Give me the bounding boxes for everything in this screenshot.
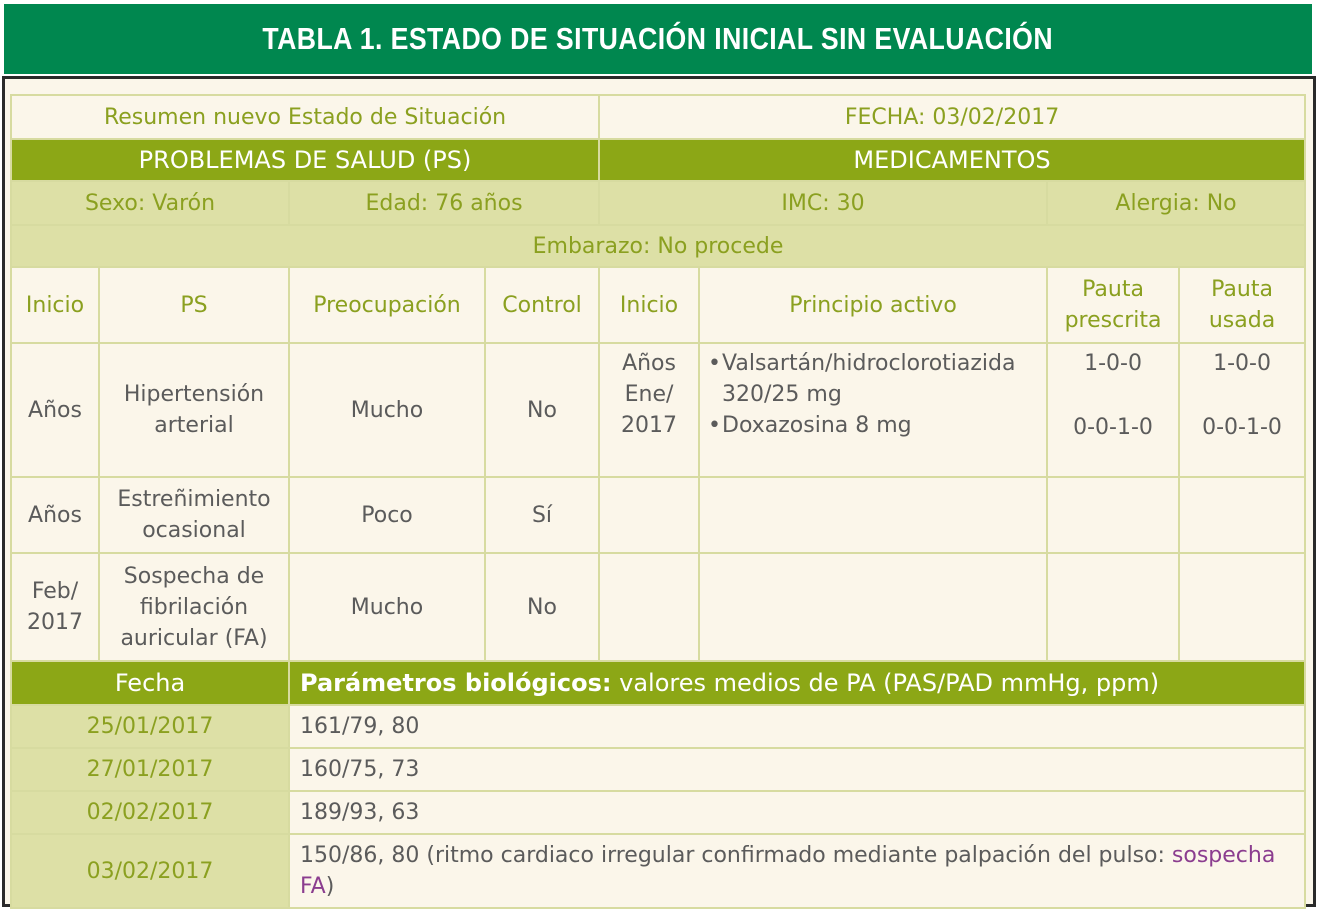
param-fecha: 03/02/2017 <box>11 834 289 908</box>
list-item: • Valsartán/hidroclorotiazida 320/25 mg <box>704 348 1042 410</box>
table-row <box>11 343 1305 477</box>
empty-cell <box>1047 553 1179 661</box>
params-header-rest: valores medios de PA (PAS/PAD mmHg, ppm) <box>611 668 1160 697</box>
pauta-prescrita-value: 1-0-0 <box>1084 351 1142 376</box>
table-row <box>11 705 1305 748</box>
ps-header: PROBLEMAS DE SALUD (PS) <box>11 139 599 181</box>
col-header-ps: PS <box>99 267 289 343</box>
table-title: TABLA 1. ESTADO DE SITUACIÓN INICIAL SIN EVALUACIÓN <box>262 21 1054 56</box>
param-fecha: 27/01/2017 <box>11 748 289 791</box>
pauta-usada-value: 1-0-0 <box>1213 351 1271 376</box>
list-item: • Doxazosina 8 mg <box>704 410 1042 441</box>
param-fecha: 25/01/2017 <box>11 705 289 748</box>
problem-inicio: Años <box>11 343 99 477</box>
alergia-cell: Alergia: No <box>1047 181 1305 225</box>
pauta-usada-cell <box>1179 343 1305 477</box>
empty-cell <box>599 553 699 661</box>
med-inicio <box>599 343 699 477</box>
col-header-principio-activo: Principio activo <box>699 267 1047 343</box>
table-row <box>11 834 1305 908</box>
empty-cell <box>699 477 1047 553</box>
param-fecha: 02/02/2017 <box>11 791 289 834</box>
pauta-usada-value: 0-0-1-0 <box>1202 415 1282 440</box>
summary-label: Resumen nuevo Estado de Situación <box>11 95 599 139</box>
empty-cell <box>699 553 1047 661</box>
param-valor: 189/93, 63 <box>289 791 1305 834</box>
col-header-preocupacion: Preocupación <box>289 267 485 343</box>
problem-preocupacion: Poco <box>289 477 485 553</box>
title-bar <box>4 4 1312 74</box>
param-valor <box>289 834 1305 908</box>
problem-control: Sí <box>485 477 599 553</box>
edad-cell: Edad: 76 años <box>289 181 599 225</box>
pauta-prescrita-cell <box>1047 343 1179 477</box>
col-header-inicio-med: Inicio <box>599 267 699 343</box>
sospecha-fa-highlight: sospecha FA <box>300 843 1276 899</box>
med-inicio-line: 2017 <box>621 413 678 438</box>
param-valor: 160/75, 73 <box>289 748 1305 791</box>
col-header-control: Control <box>485 267 599 343</box>
health-status-table <box>10 94 1306 909</box>
empty-cell <box>1179 553 1305 661</box>
principio-activo-cell <box>699 343 1047 477</box>
sexo-cell: Sexo: Varón <box>11 181 289 225</box>
med-inicio-line: Años <box>622 351 676 376</box>
table-row <box>11 477 1305 553</box>
empty-cell <box>1179 477 1305 553</box>
problem-preocupacion: Mucho <box>289 553 485 661</box>
imc-cell: IMC: 30 <box>599 181 1047 225</box>
col-header-pauta-usada: Pauta usada <box>1179 267 1305 343</box>
col-header-pauta-prescrita: Pauta prescrita <box>1047 267 1179 343</box>
empty-cell <box>599 477 699 553</box>
problem-preocupacion: Mucho <box>289 343 485 477</box>
empty-cell <box>1047 477 1179 553</box>
med-inicio-line: Ene/ <box>624 382 674 407</box>
problem-control: No <box>485 553 599 661</box>
pauta-prescrita-value: 0-0-1-0 <box>1073 415 1153 440</box>
params-header <box>289 661 1305 705</box>
param-valor: 161/79, 80 <box>289 705 1305 748</box>
table-row <box>11 748 1305 791</box>
problem-ps: Sospecha de fibrilación auricular (FA) <box>99 553 289 661</box>
medication-list <box>704 348 1042 441</box>
params-header-bold: Parámetros biológicos: <box>300 668 612 697</box>
param-valor-tail: ) <box>325 874 335 899</box>
problem-control: No <box>485 343 599 477</box>
table-row <box>11 553 1305 661</box>
table-row <box>11 791 1305 834</box>
params-fecha-header: Fecha <box>11 661 289 705</box>
col-header-inicio: Inicio <box>11 267 99 343</box>
embarazo-cell: Embarazo: No procede <box>11 225 1305 267</box>
param-valor-text: 150/86, 80 (ritmo cardiaco irregular confirmado mediante palpación del pulso: <box>300 843 1172 868</box>
problem-inicio: Años <box>11 477 99 553</box>
problem-inicio: Feb/ 2017 <box>11 553 99 661</box>
fecha-label: FECHA: 03/02/2017 <box>599 95 1305 139</box>
problem-ps: Estreñimiento ocasional <box>99 477 289 553</box>
problem-ps: Hipertensión arterial <box>99 343 289 477</box>
medicamentos-header: MEDICAMENTOS <box>599 139 1305 181</box>
